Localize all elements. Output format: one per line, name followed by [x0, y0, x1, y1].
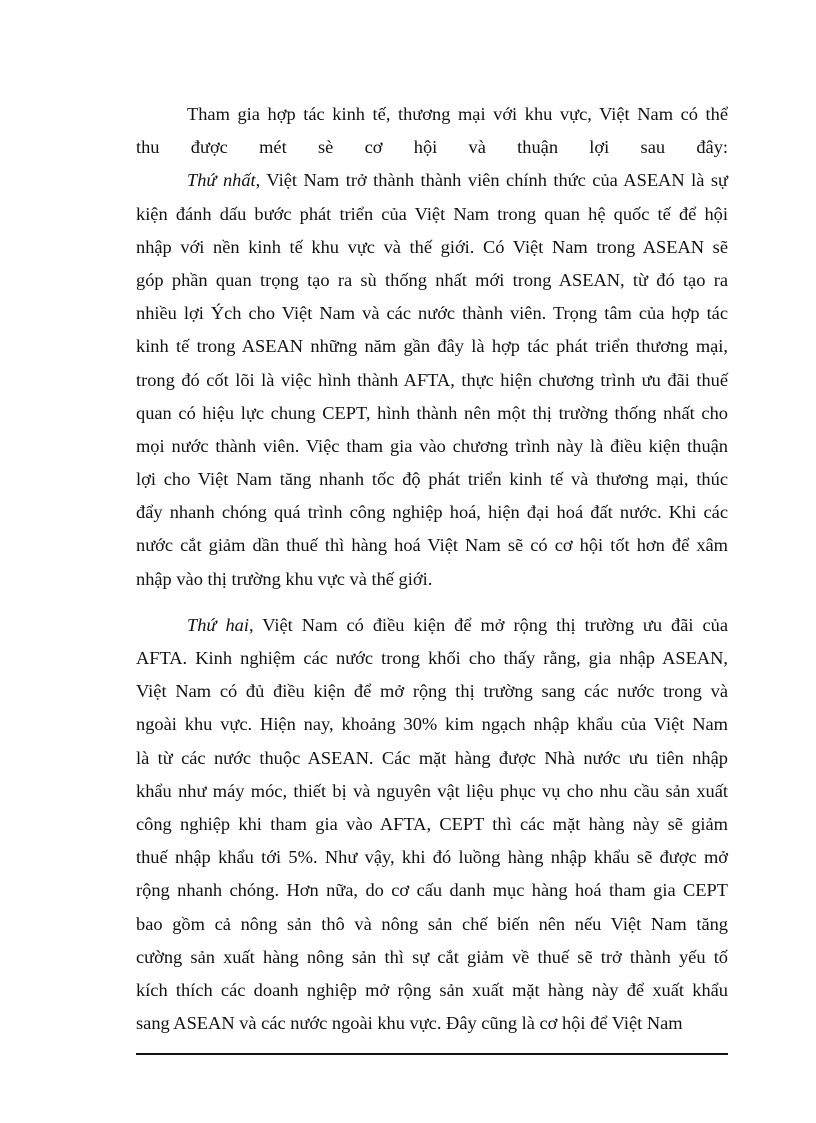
text-line: kích thích các doanh nghiệp mở rộng sản xuất mặt hàng này để xuất khẩu: [136, 979, 728, 1000]
paragraph-first: [136, 164, 728, 595]
text-line: cường sản xuất hàng nông sản thì sự cắt giảm về thuế sẽ trở thành yếu tố: [136, 946, 728, 967]
paragraph-intro: [136, 98, 728, 164]
text-line: kiện đánh dấu bước phát triển của Việt Nam trong quan hệ quốc tế để hội: [136, 203, 728, 224]
text-line: là từ các nước thuộc ASEAN. Các mặt hàng được Nhà nước ưu tiên nhập: [136, 747, 728, 768]
text-line: rộng nhanh chóng. Hơn nữa, do cơ cấu danh mục hàng hoá tham gia CEPT: [136, 880, 728, 901]
text-line: nhiều lợi Ých cho Việt Nam và các nước thành viên. Trọng tâm của hợp tác: [136, 303, 728, 324]
text-line: mọi nước thành viên. Việc tham gia vào chương trình này là điều kiện thuận: [136, 435, 728, 456]
text-line: AFTA. Kinh nghiệm các nước trong khối cho thấy rằng, gia nhập ASEAN,: [136, 648, 728, 668]
body-text: [136, 98, 728, 1040]
text-line: [136, 609, 728, 642]
text-line: khẩu như máy móc, thiết bị và nguyên vật liệu phục vụ cho nhu cầu sản xuất: [136, 780, 728, 801]
text-line: thu được mét sè cơ hội và thuận lợi sau đây:: [136, 137, 728, 158]
italic-lead-first: Thứ nhất: [187, 170, 256, 191]
text-line-rest: , Việt Nam có điều kiện để mở rộng thị trường ưu đãi của: [248, 614, 728, 635]
text-line: Tham gia hợp tác kinh tế, thương mại với khu vực, Việt Nam có thể: [187, 104, 728, 124]
paragraph-gap: [136, 596, 728, 609]
text-line: quan có hiệu lực chung CEPT, hình thành nên một thị trường thống nhất cho: [136, 402, 728, 423]
text-line: đẩy nhanh chóng quá trình công nghiệp hoá, hiện đại hoá đất nước. Khi các: [136, 502, 728, 523]
text-line: ngoài khu vực. Hiện nay, khoảng 30% kim ngạch nhập khẩu của Việt Nam: [136, 714, 728, 735]
text-line: kinh tế trong ASEAN những năm gần đây là hợp tác phát triển thương mại,: [136, 336, 728, 357]
text-line-rest: , Việt Nam trở thành thành viên chính thức của ASEAN là sự: [255, 170, 728, 191]
footer-divider: [136, 1053, 728, 1055]
text-line: nước cắt giảm dần thuế thì hàng hoá Việt Nam sẽ có cơ hội tốt hơn để xâm: [136, 535, 728, 556]
text-line: công nghiệp khi tham gia vào AFTA, CEPT thì các mặt hàng này sẽ giảm: [136, 813, 728, 834]
italic-lead-second: Thứ hai: [187, 614, 249, 635]
paragraph-second: [136, 609, 728, 1040]
text-line: thuế nhập khẩu tới 5%. Như vậy, khi đó luồng hàng nhập khẩu sẽ được mở: [136, 847, 728, 868]
text-line: góp phần quan trọng tạo ra sù thống nhất mới trong ASEAN, từ đó tạo ra: [136, 269, 728, 290]
text-line: lợi cho Việt Nam tăng nhanh tốc độ phát triển kinh tế và thương mại, thúc: [136, 469, 728, 490]
text-line: Việt Nam có đủ điều kiện để mở rộng thị trường sang các nước trong và: [136, 681, 728, 702]
text-line: nhập với nền kinh tế khu vực và thế giới. Có Việt Nam trong ASEAN sẽ: [136, 236, 728, 257]
text-line: trong đó cốt lõi là việc hình thành AFTA, thực hiện chương trình ưu đãi thuế: [136, 369, 728, 390]
text-line: [136, 164, 728, 197]
text-line: nhập vào thị trường khu vực và thế giới.: [136, 568, 433, 589]
text-line: sang ASEAN và các nước ngoài khu vực. Đây cũng là cơ hội để Việt Nam: [136, 1013, 683, 1034]
text-line: bao gồm cả nông sản thô và nông sản chế biến nên nếu Việt Nam tăng: [136, 913, 728, 934]
